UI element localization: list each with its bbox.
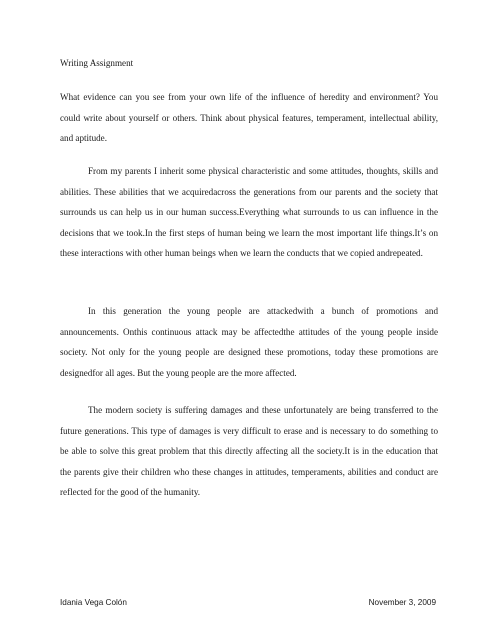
body-paragraph-3: The modern society is suffering damages and these unfortunately are being transferred to the future generations. This type of damages is very difficult to erase and is necessary to do something to be able to solve this great problem that this directly affecting all the society.It is in the education that the parents give their children who these changes in attitudes, temperaments, abilities and conduct are reflected for the good of the humanity. — [60, 405, 438, 497]
footer-author: Idania Vega Colón — [60, 598, 127, 607]
footer-date: November 3, 2009 — [368, 598, 436, 607]
body-paragraph-2: In this generation the young people are attackedwith a bunch of promotions and announcements. Onthis continuous attack may be affectedthe attitudes of the young people inside society. Not only for the young people are designed these promotions, today these promotions are designedfor all ages. But the young people are the more affected. — [60, 306, 438, 378]
document-title: Writing Assignment — [60, 58, 134, 68]
assignment-prompt: What evidence can you see from your own life of the influence of heredity and environment? You could write about yourself or others. Think about physical features, temperament, intellectual ability, and aptitude. — [60, 92, 438, 143]
body-paragraph-1: From my parents I inherit some physical characteristic and some attitudes, thoughts, skills and abilities. These abilities that we acquiredacross the generations from our parents and the society that surrounds us can help us in our human success.Everything what surrounds to us can influence in the decisions that we took.In the first steps of human being we learn the most important life things.It’s on these interactions with other human beings when we learn the conducts that we copied andrepeated. — [60, 166, 438, 258]
